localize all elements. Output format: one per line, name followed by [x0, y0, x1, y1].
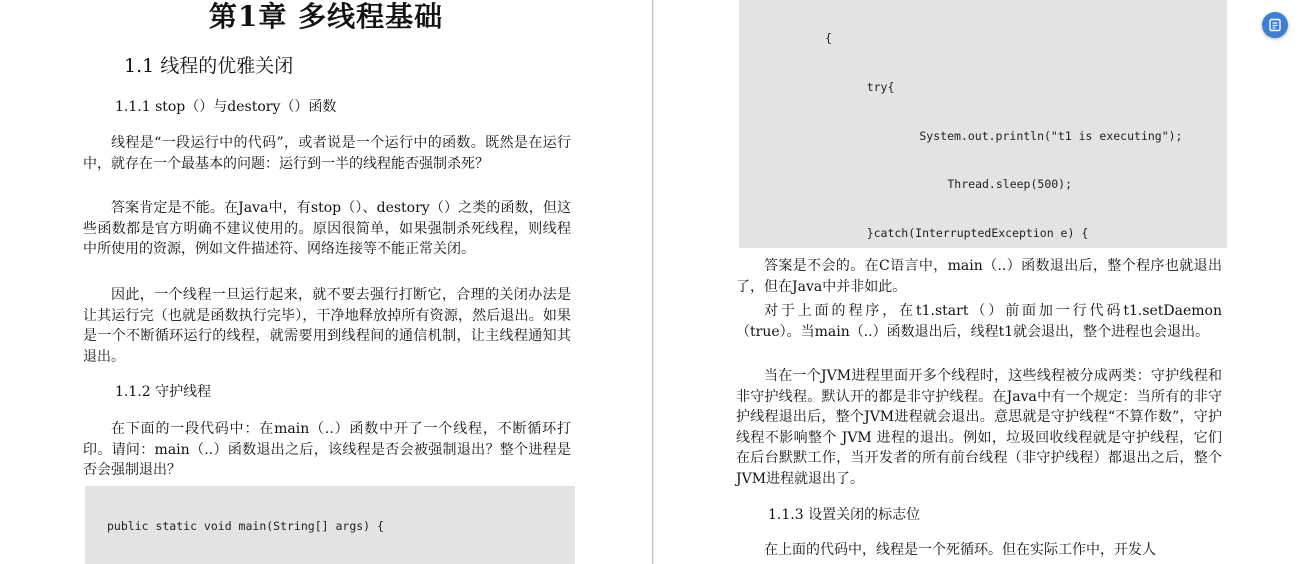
right-paragraph-2: 对于上面的程序，在t1.start（）前面加一行代码t1.setDaemon（true）。当main（..）函数退出后，线程t1就会退出，整个进程也会退出。 — [736, 303, 1222, 340]
left-paragraph-1: 线程是“一段运行中的代码”，或者说是一个运行中的函数。既然是在运行中，就存在一个最基本的问题：运行到一半的线程能否强制杀死？ — [83, 135, 571, 172]
code-line: Thread.sleep(500); — [892, 177, 1073, 192]
subsection-title-2: 1.1.2 守护线程 — [115, 384, 212, 400]
code-line: { — [825, 31, 832, 45]
code-line: }catch(InterruptedException e) { — [839, 226, 1089, 241]
right-code-block — [739, 0, 1227, 248]
right-page — [654, 0, 1304, 564]
code-line: try{ — [839, 79, 895, 94]
chapter-title: 第1章 多线程基础 — [208, 0, 444, 33]
document-icon — [1268, 18, 1282, 32]
left-paragraph-4: 在下面的一段代码中：在main（..）函数中开了一个线程，不断循环打印。请问：main（..）函数退出之后，该线程是否会被强制退出？整个进程是否会强制退出？ — [83, 421, 571, 478]
right-paragraph-4: 在上面的代码中，线程是一个死循环。但在实际工作中，开发人 — [764, 542, 1156, 558]
code-line: System.out.println("t1 is executing"); — [864, 128, 1183, 143]
left-code-block — [85, 486, 575, 564]
left-paragraph-3: 因此，一个线程一旦运行起来，就不要去强行打断它，合理的关闭办法是让其运行完（也就是函数执行完毕），干净地释放掉所有资源，然后退出。如果是一个不断循环运行的线程，就需要用到线程间的通信机制，让主线程通知其退出。 — [83, 287, 571, 365]
left-paragraph-2: 答案肯定是不能。在Java中，有stop（）、destory（）之类的函数，但这些函数都是官方明确不建议使用的。原因很简单，如果强制杀死线程，则线程中所使用的资源，例如文件描述符、网络连接等不能正常关闭。 — [83, 200, 571, 257]
subsection-title-1: 1.1.1 stop（）与destory（）函数 — [115, 99, 337, 115]
subsection-title-3: 1.1.3 设置关闭的标志位 — [768, 507, 921, 523]
section-title: 1.1 线程的优雅关闭 — [124, 55, 294, 77]
right-paragraph-1: 答案是不会的。在C语言中，main（..）函数退出后，整个程序也就退出了，但在Java中并非如此。 — [736, 258, 1222, 295]
right-paragraph-3: 当在一个JVM进程里面开多个线程时，这些线程被分成两类：守护线程和非守护线程。默认开的都是非守护线程。在Java中有一个规定：当所有的非守护线程退出后，整个JVM进程就会退出。意思就是守护线程“不算作数”，守护线程不影响整个 JVM 进程的退出。例如，垃圾回收线程就是守护线程，它们在后台默默工作，当开发者的所有前台线程（非守护线程）都退出之后，整个JVM进程就退出了。 — [736, 368, 1222, 487]
document-tool-button[interactable] — [1262, 12, 1288, 38]
code-line: public static void main(String[] args) { — [107, 519, 384, 533]
